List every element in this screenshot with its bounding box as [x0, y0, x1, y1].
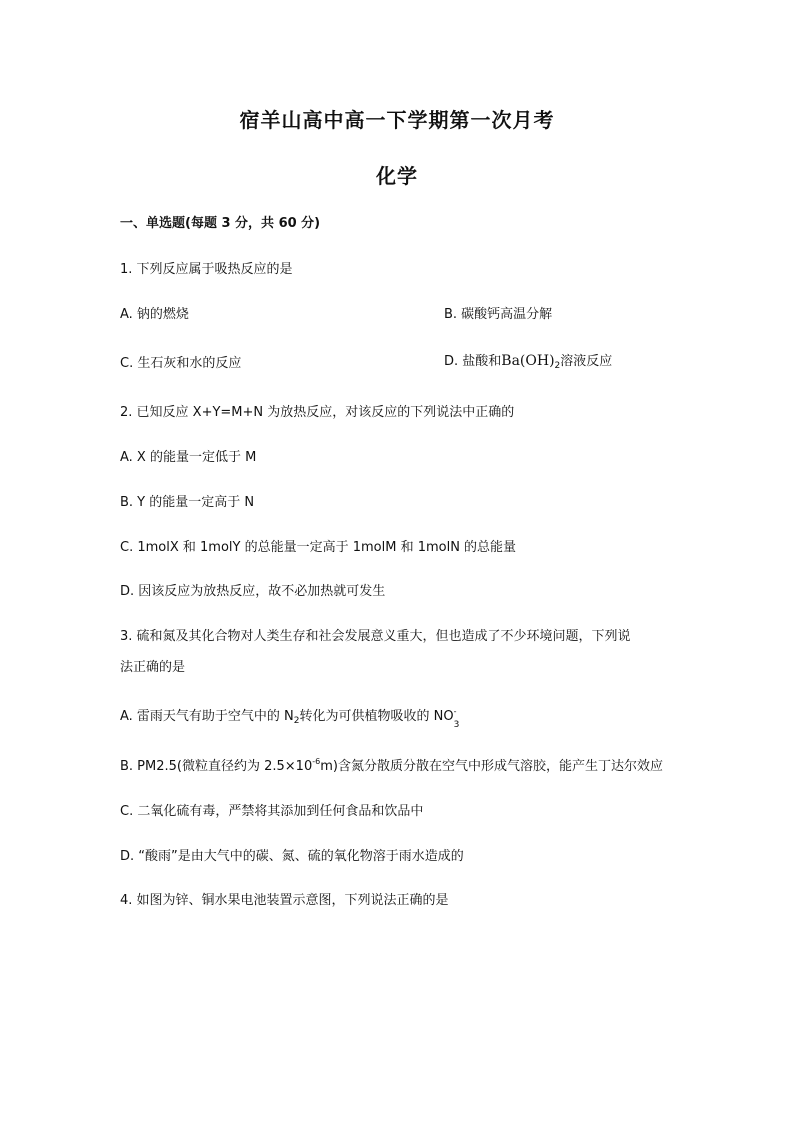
- exam-title: 宿羊山高中高一下学期第一次月考: [239, 108, 555, 132]
- q3-option-a: [120, 705, 462, 730]
- q3-option-a-superscript: -: [453, 707, 457, 716]
- q3-stem-line1: 3. 硫和氮及其化合物对人类生存和社会发展意义重大，但也造成了不少环境问题，下列说: [120, 629, 631, 644]
- q1-option-b: B. 碳酸钙高温分解: [444, 307, 553, 322]
- q3-option-b-superscript: -6: [312, 757, 321, 766]
- q2-option-d: D. 因该反应为放热反应，故不必加热就可发生: [120, 584, 386, 599]
- q1-option-c: C. 生石灰和水的反应: [120, 356, 242, 371]
- q3-option-b: [120, 755, 663, 774]
- q2-option-a: A. X 的能量一定低于 M: [120, 450, 257, 465]
- q3-option-b-prefix: B. PM2.5(微粒直径约为 2.5×10: [120, 759, 313, 774]
- q1-stem: 1. 下列反应属于吸热反应的是: [120, 262, 293, 277]
- subject-title: 化学: [376, 164, 418, 188]
- q3-option-a-subscript: 2: [293, 716, 300, 726]
- q3-option-d: D. “酸雨”是由大气中的碳、氮、硫的氧化物溶于雨水造成的: [120, 849, 464, 864]
- section-heading: 一、单选题(每题 3 分，共 60 分): [120, 216, 321, 231]
- q1-option-d-suffix: 溶液反应: [560, 354, 613, 369]
- q1-option-d-subscript: 2: [554, 361, 561, 371]
- q2-option-b: B. Y 的能量一定高于 N: [120, 495, 255, 510]
- q3-option-a-subscript-2: 3: [453, 720, 460, 730]
- q4-stem: 4. 如图为锌、铜水果电池装置示意图，下列说法正确的是: [120, 893, 449, 908]
- q3-option-b-suffix: m)含氮分散质分散在空气中形成气溶胶，能产生丁达尔效应: [320, 759, 663, 774]
- q3-option-a-prefix: A. 雷雨天气有助于空气中的 N: [120, 709, 294, 724]
- q2-stem: 2. 已知反应 X+Y=M+N 为放热反应，对该反应的下列说法中正确的: [120, 405, 515, 420]
- q1-option-d-formula: Ba(OH): [501, 353, 555, 369]
- q1-option-a: A. 钠的燃烧: [120, 307, 189, 322]
- q3-option-c: C. 二氧化硫有毒，严禁将其添加到任何食品和饮品中: [120, 804, 424, 819]
- q2-option-c: C. 1molX 和 1molY 的总能量一定高于 1molM 和 1molN 的总能量: [120, 540, 517, 555]
- q3-option-a-middle: 转化为可供植物吸收的 NO: [299, 709, 454, 724]
- q1-option-d-prefix: D. 盐酸和: [444, 354, 502, 369]
- q3-stem-line2: 法正确的是: [120, 660, 186, 675]
- q1-option-d: [444, 350, 612, 371]
